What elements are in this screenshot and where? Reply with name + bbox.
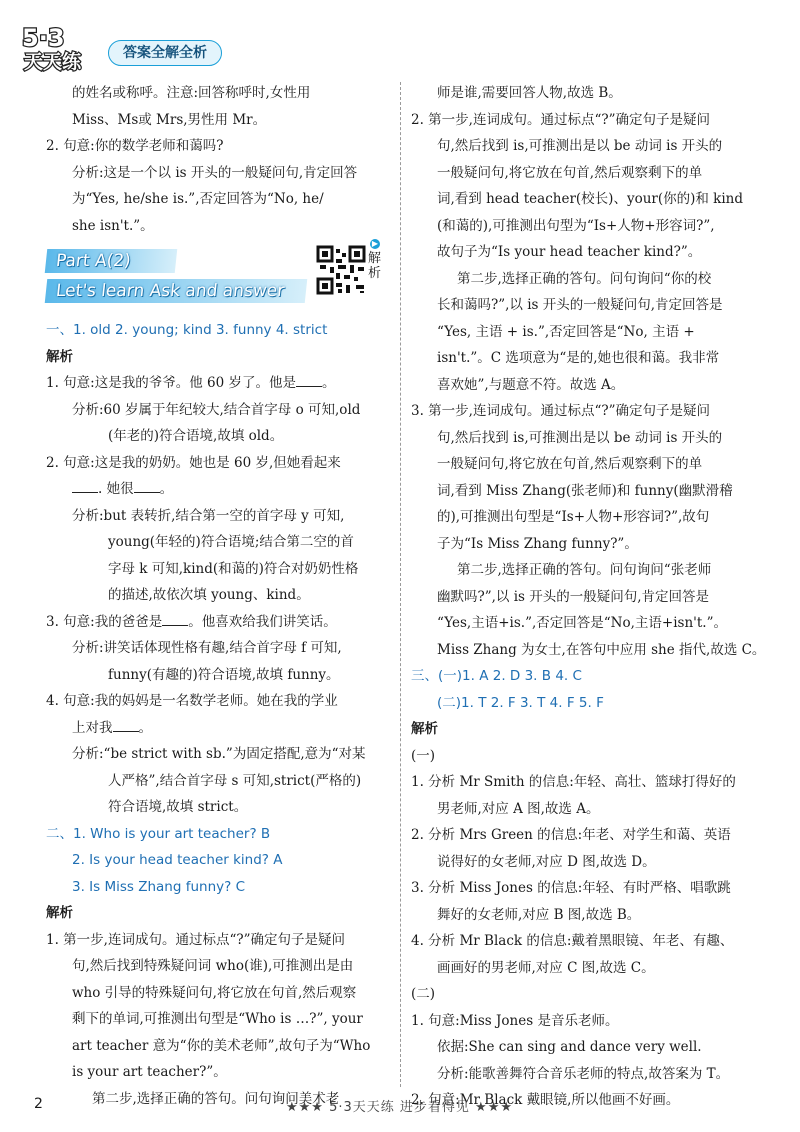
text-line: art teacher 意为“你的美术老师”,故句子为“Who <box>72 1037 371 1054</box>
subsection-label: (二) <box>411 986 436 1002</box>
text-line: 词,看到 Miss Zhang(张老师)和 funny(幽默滑稽 <box>437 482 733 499</box>
text-line: 3. 第一步,连词成句。通过标点“?”确定句子是疑问 <box>411 403 711 419</box>
subsection-label: (一) <box>411 747 436 764</box>
section-answers: (二)1. T 2. F 3. T 4. F 5. F <box>437 694 604 711</box>
text-line: 句,然后找到 is,可推测出是以 be 动词 is 开头的 <box>437 429 723 446</box>
text-line: 分析:60 岁属于年纪较大,结合首字母 o 可知,old <box>72 401 361 418</box>
text-line: 句,然后找到 is,可推测出是以 be 动词 is 开头的 <box>437 138 723 154</box>
part-banner <box>46 239 388 315</box>
text-line: 。他喜欢给我们讲笑话。 <box>188 613 337 630</box>
text-line: 分析:讲笑话体现性格有趣,结合首字母 f 可知, <box>72 640 342 656</box>
text-line: 句,然后找到特殊疑问词 who(谁),可推测出是由 <box>72 958 354 974</box>
text-line: . 她很 <box>98 481 134 497</box>
text-line: 分析:能歌善舞符合音乐老师的特点,故答案为 T。 <box>437 1065 730 1082</box>
text-line: young(年轻的)符合语境;结合第二空的首 <box>108 534 354 550</box>
text-line: 词,看到 head teacher(校长)、your(你的)和 kind <box>437 191 744 207</box>
text-line: 分析:but 表转折,结合第一空的首字母 y 可知, <box>72 507 345 524</box>
svg-text:5·3: 5·3 <box>22 24 65 52</box>
section-answers: 三、(一)1. A 2. D 3. B 4. C <box>411 668 582 684</box>
qr-code-icon[interactable] <box>316 245 366 295</box>
text-line: “Yes, 主语 + is.”,否定回答是“No, 主语 + <box>437 323 695 340</box>
text-line: 喜欢她”,与题意不符。故选 A。 <box>437 376 625 393</box>
text-line: 一般疑问句,将它放在句首,然后观察剩下的单 <box>437 456 703 472</box>
fill-blank <box>162 611 188 626</box>
right-column <box>411 80 766 1114</box>
text-line: (和蔼的),可推测出句型为“Is+人物+形容词?”, <box>437 217 715 234</box>
text-line: 一般疑问句,将它放在句首,然后观察剩下的单 <box>437 164 703 181</box>
text-line: 4. 分析 Mr Black 的信息:戴着黑眼镜、年老、有趣、 <box>411 933 734 949</box>
text-line: 2. 句意:这是我的奶奶。她也是 60 岁,但她看起来 <box>46 454 341 471</box>
text-line: 1. 句意:这是我的爷爷。他 60 岁了。他是 <box>46 375 296 391</box>
text-line: 剩下的单词,可推测出句型是“Who is …?”, your <box>72 1011 363 1027</box>
section-answers: 2. Is your head teacher kind? A <box>72 852 283 868</box>
text-line: 长和蔼吗?”,以 is 开头的一般疑问句,肯定回答是 <box>437 297 723 313</box>
section-answers: 二、1. Who is your art teacher? B <box>46 825 271 842</box>
text-line: 3. 分析 Miss Jones 的信息:年轻、有时严格、唱歌跳 <box>411 880 731 896</box>
brand-logo <box>20 22 106 72</box>
text-line: 为“Yes, he/she is.”,否定回答为“No, he/ <box>72 191 324 207</box>
text-line: 2. 第一步,连词成句。通过标点“?”确定句子是疑问 <box>411 111 711 128</box>
fill-blank <box>134 478 160 493</box>
text-line: 句意:你的数学老师和蔼吗? <box>63 138 224 154</box>
text-line: 舞好的女老师,对应 B 图,故选 B。 <box>437 906 641 923</box>
text-line: 人严格”,结合首字母 s 可知,strict(严格的) <box>108 772 362 789</box>
play-icon: ▶ <box>371 239 379 248</box>
question-number: 2. <box>46 138 59 154</box>
text-line: 分析:这是一个以 is 开头的一般疑问句,肯定回答 <box>72 164 358 181</box>
analysis-heading: 解析 <box>411 721 438 737</box>
fill-blank <box>113 717 139 732</box>
analysis-heading: 解析 <box>46 348 73 365</box>
text-line: 1. 句意:Miss Jones 是音乐老师。 <box>411 1012 619 1029</box>
text-line: 的描述,故依次填 young、kind。 <box>108 587 310 603</box>
lesson-title: Let's learn Ask and answer <box>45 279 308 303</box>
text-line: is your art teacher?”。 <box>72 1064 227 1080</box>
text-line: 上对我 <box>72 719 113 736</box>
text-line: 男老师,对应 A 图,故选 A。 <box>437 800 600 817</box>
page-number: 2 <box>34 1096 43 1112</box>
text-line: 3. 句意:我的爸爸是 <box>46 613 163 630</box>
text-line: 依据:She can sing and dance very well. <box>437 1039 702 1055</box>
fill-blank <box>296 372 322 387</box>
text-line: 2. 分析 Mrs Green 的信息:年老、对学生和蔼、英语 <box>411 827 731 843</box>
section-answers: 一、1. old 2. young; kind 3. funny 4. strict <box>46 322 328 338</box>
text-line: 4. 句意:我的妈妈是一名数学老师。她在我的学业 <box>46 693 338 709</box>
text-line: 幽默吗?”,以 is 开头的一般疑问句,肯定回答是 <box>437 588 710 605</box>
text-line: 故句子为“Is your head teacher kind?”。 <box>437 244 702 260</box>
text-line: 师是谁,需要回答人物,故选 B。 <box>437 85 622 101</box>
footer-slogan: ★★★ 5·3天天练 进步看得见 ★★★ <box>286 1100 513 1115</box>
text-line: 1. 分析 Mr Smith 的信息:年轻、高壮、篮球打得好的 <box>411 774 736 790</box>
section-answers: 3. Is Miss Zhang funny? C <box>72 878 246 895</box>
text-line: isn't.”。C 选项意为“是的,她也很和蔼。我非常 <box>437 350 720 366</box>
text-line: 2. 句意:Mr Black 戴眼镜,所以他画不好画。 <box>411 1092 680 1108</box>
text-line: 子为“Is Miss Zhang funny?”。 <box>437 535 638 552</box>
text-line: Miss Zhang 为女士,在答句中应用 she 指代,故选 C。 <box>437 641 766 658</box>
text-line: “Yes,主语+is.”,否定回答是“No,主语+isn't.”。 <box>437 615 727 631</box>
left-column: 的姓名或称呼。注意:回答称呼时,女性用 Miss、Ms或 Mrs,男性用 Mr。 2. 句意:你的数学老师和蔼吗? 分析:这是一个以 is 开头的一般疑问句,肯定回答 为“Yes, he/she is.”,否定回答为“No, he/ she isn't.”。 Part A(2) Let's learn Ask and answer ▶ 解析 一、1. old 2. young; kind 3. funny 4. strict 解析 1. 句意:这是我的爷爷。他 60 岁了。他是 。 分析:60 岁属于年纪较大,结合首字母 o 可知,old (年老的)符合语境,故填 old。 2. 句意:这是我的奶奶。她也是 60 岁,但她看起来 . 她很 。 分析:but 表转折,结合第一空的首字母 y 可知, young(年轻的)符合语境;结合第二空的首 字母 k 可知,kind(和蔼的)符合对奶奶性格 的描述,故依次填 young、kind。 3. 句意:我的爸爸是 。他喜欢给我们讲笑话。 分析:讲笑话体现性格有趣,结合首字母 f 可知, funny(有趣的)符合语境,故填 funny。 4. 句意:我的妈妈是一名数学老师。她在我的学业 上对我 。 分析:“be strict with sb.”为固定搭配,意为“对某 人严格”,结合首字母 s 可知,strict(严格的) 符合语境,故填 strict。 二、1. Who is your art teacher? B 2. Is your head teacher kind? A 3. Is Miss Zhang funny? C 解析 1. 第一步,连词成句。通过标点“?”确定句子是疑问 句,然后找到特殊疑问词 who(谁),可推测出是由 who 引导的特殊疑问句,将它放在句首,然后观察 剩下的单词,可推测出句型是“Who is …?”, your art teacher 意为“你的美术老师”,故句子为“Who is your art teacher?”。 第二步,选择正确的答句。问句询问美术老 <box>46 80 388 1112</box>
qr-label: 解析 <box>368 251 382 281</box>
part-title: Part A(2) <box>45 249 178 273</box>
text-line: 第二步,选择正确的答句。问句询问美术老 <box>92 1090 340 1107</box>
fill-blank <box>72 478 98 493</box>
text-line: (年老的)符合语境,故填 old。 <box>108 428 284 444</box>
analysis-heading: 解析 <box>46 905 73 921</box>
column-divider <box>400 82 401 1087</box>
text-line: she isn't.”。 <box>72 217 154 234</box>
text-line: 画画好的男老师,对应 C 图,故选 C。 <box>437 959 655 976</box>
text-line: 符合语境,故填 strict。 <box>108 799 248 815</box>
text-line: 1. 第一步,连词成句。通过标点“?”确定句子是疑问 <box>46 931 346 948</box>
text-line: 第二步,选择正确的答句。问句询问“你的校 <box>457 270 712 287</box>
text-line: Miss、Ms或 Mrs,男性用 Mr。 <box>72 111 267 128</box>
text-line: 字母 k 可知,kind(和蔼的)符合对奶奶性格 <box>108 560 359 577</box>
text-line: 第二步,选择正确的答句。问句询问“张老师 <box>457 562 712 578</box>
text-line: funny(有趣的)符合语境,故填 funny。 <box>108 666 340 683</box>
header-badge: 答案全解全析 <box>108 40 222 66</box>
text-line: 的),可推测出句型是“Is+人物+形容词?”,故句 <box>437 509 710 525</box>
text-line: who 引导的特殊疑问句,将它放在句首,然后观察 <box>72 984 357 1001</box>
text-line: 说得好的女老师,对应 D 图,故选 D。 <box>437 853 656 870</box>
svg-text:天天练: 天天练 <box>24 51 82 72</box>
text-line: 的姓名或称呼。注意:回答称呼时,女性用 <box>72 85 311 101</box>
text-line: 分析:“be strict with sb.”为固定搭配,意为“对某 <box>72 746 366 762</box>
